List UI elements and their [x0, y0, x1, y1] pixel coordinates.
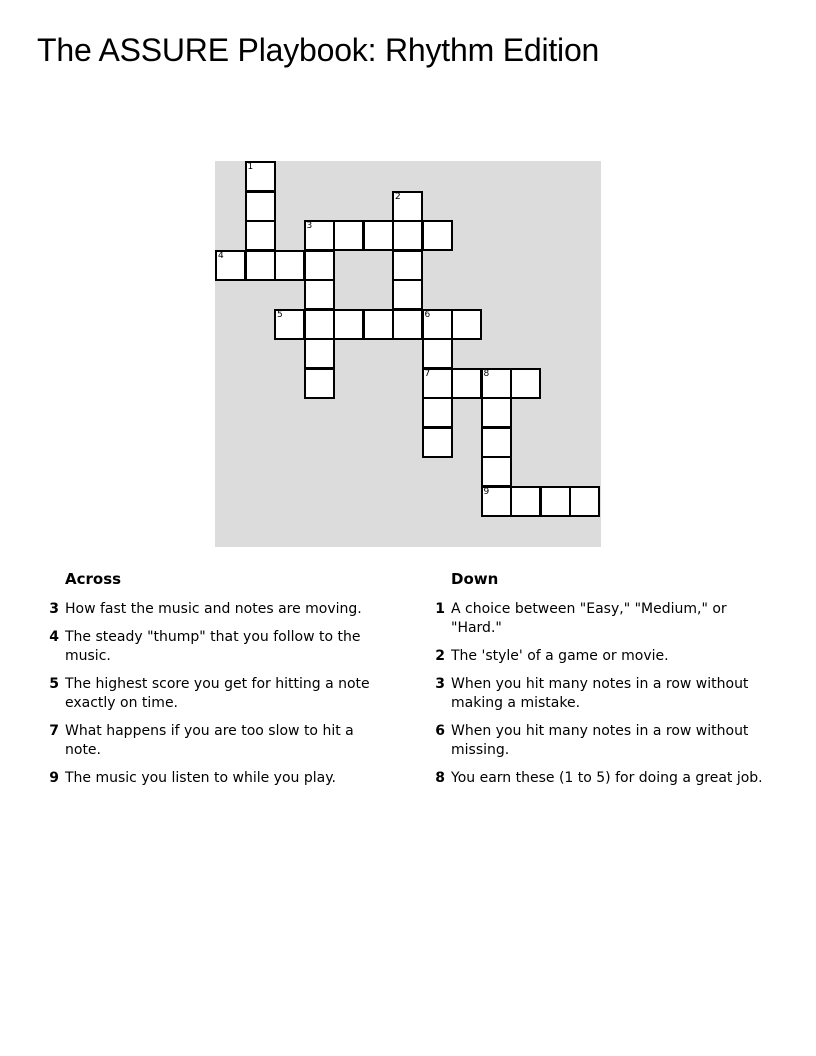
grid-cell[interactable]: [392, 309, 423, 340]
cell-number: 7: [424, 368, 431, 379]
clue-number: 6: [435, 723, 445, 739]
grid-cell[interactable]: [569, 486, 600, 517]
clue-number: 3: [435, 676, 445, 692]
clue-text: What happens if you are too slow to hit a note.: [65, 723, 354, 758]
clue-number: 5: [49, 676, 59, 692]
across-clues: [45, 570, 390, 797]
grid-cell[interactable]: [422, 309, 453, 340]
grid-cell[interactable]: [422, 368, 453, 399]
cell-number: 5: [277, 309, 283, 320]
grid-cell[interactable]: [245, 161, 276, 192]
grid-cell[interactable]: [333, 309, 364, 340]
grid-cell[interactable]: [392, 191, 423, 222]
clue-text: The highest score you get for hitting a note exactly on time.: [65, 676, 370, 711]
cell-number: 2: [395, 191, 401, 202]
grid-cell[interactable]: [304, 309, 335, 340]
grid-cell[interactable]: [304, 250, 335, 281]
grid-cell[interactable]: [451, 309, 482, 340]
across-clue: [45, 769, 390, 788]
grid-cell[interactable]: [333, 220, 364, 251]
clue-number: 4: [49, 629, 59, 645]
grid-cell[interactable]: [304, 368, 335, 399]
clue-number: 3: [49, 601, 59, 617]
page-title: The ASSURE Playbook: Rhythm Edition: [37, 32, 600, 68]
down-clues: [431, 570, 776, 797]
grid-cell[interactable]: [481, 427, 512, 458]
grid-cell[interactable]: [304, 279, 335, 310]
clue-text: When you hit many notes in a row without missing.: [451, 723, 749, 758]
cell-number: 6: [424, 309, 431, 320]
clue-number: 8: [435, 770, 445, 786]
across-clue: [45, 600, 390, 619]
grid-cell[interactable]: [245, 250, 276, 281]
across-clue: [45, 722, 390, 760]
grid-cell[interactable]: [481, 486, 512, 517]
cell-number: 1: [247, 162, 254, 172]
clue-number: 2: [435, 648, 445, 664]
down-clue-list: [431, 600, 776, 788]
clue-text: How fast the music and notes are moving.: [65, 601, 362, 617]
grid-cell[interactable]: [215, 250, 246, 281]
down-clue: [431, 647, 776, 666]
down-clue: [431, 769, 776, 788]
grid-cell[interactable]: [245, 220, 276, 251]
down-clue: [431, 600, 776, 638]
crossword-grid: [215, 161, 601, 547]
grid-cell[interactable]: [304, 338, 335, 369]
grid-cell[interactable]: [422, 427, 453, 458]
grid-cell[interactable]: [540, 486, 571, 517]
cell-number: 9: [483, 486, 490, 497]
clue-text: You earn these (1 to 5) for doing a great job.: [451, 770, 763, 786]
clue-number: 1: [435, 601, 445, 617]
grid-cell[interactable]: [363, 309, 394, 340]
across-clue: [45, 675, 390, 713]
grid-cell[interactable]: [392, 279, 423, 310]
clue-text: The steady "thump" that you follow to the music.: [65, 629, 361, 664]
clue-number: 7: [49, 723, 59, 739]
down-heading: Down: [451, 570, 499, 588]
grid-cell[interactable]: [304, 220, 335, 251]
grid-cell[interactable]: [392, 220, 423, 251]
grid-cell[interactable]: [274, 250, 305, 281]
across-clue-list: [45, 600, 390, 788]
grid-cell[interactable]: [392, 250, 423, 281]
clue-text: The 'style' of a game or movie.: [451, 648, 669, 664]
grid-cell[interactable]: [274, 309, 305, 340]
clue-text: A choice between "Easy," "Medium," or "Hard.": [451, 601, 727, 636]
across-heading: Across: [65, 570, 122, 588]
grid-cell[interactable]: [481, 456, 512, 487]
down-clue: [431, 675, 776, 713]
cell-number: 8: [483, 368, 490, 379]
grid-cell[interactable]: [422, 397, 453, 428]
clue-text: When you hit many notes in a row without making a mistake.: [451, 676, 749, 711]
grid-cell[interactable]: [481, 397, 512, 428]
grid-cell[interactable]: [422, 338, 453, 369]
grid-cell[interactable]: [451, 368, 482, 399]
down-clue: [431, 722, 776, 760]
grid-cell[interactable]: [510, 486, 541, 517]
clue-text: The music you listen to while you play.: [65, 770, 336, 786]
grid-cell[interactable]: [510, 368, 541, 399]
clue-number: 9: [49, 770, 59, 786]
cell-number: 3: [306, 221, 313, 231]
grid-cell[interactable]: [422, 220, 453, 251]
grid-cell[interactable]: [481, 368, 512, 399]
grid-cell[interactable]: [245, 191, 276, 222]
across-clue: [45, 628, 390, 666]
grid-cell[interactable]: [363, 220, 394, 251]
cell-number: 4: [218, 250, 224, 261]
